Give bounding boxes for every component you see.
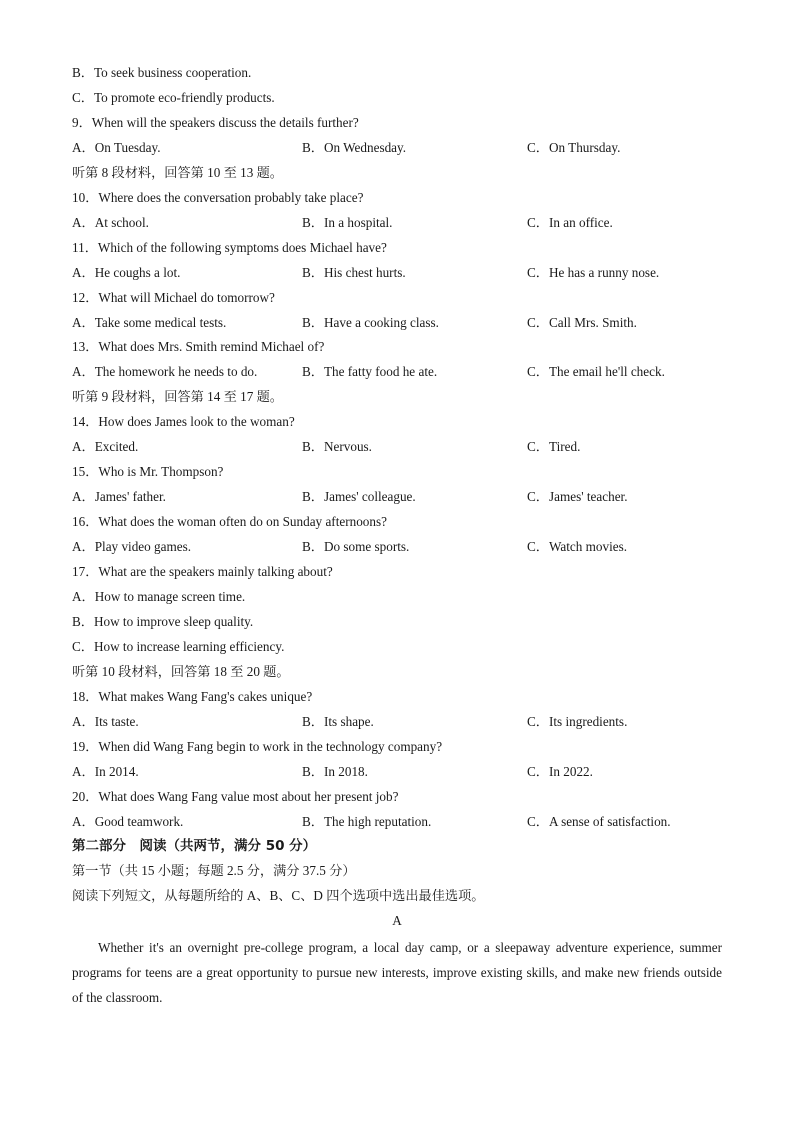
option-b: B．Nervous. [302, 439, 372, 455]
passage-paragraph: Whether it's an overnight pre-college program, a local day camp, or a sleepaway adventure experience, summer programs for teens are a great opportunity to pursue new interests, improve existing skills, and make new friends outside of the classroom. [72, 940, 722, 1005]
text-line: A．How to manage screen time. [72, 588, 246, 604]
passage-label: A [392, 913, 402, 929]
text-line: 10．Where does the conversation probably take place? [72, 189, 364, 205]
option-a: A．Play video games. [72, 539, 192, 555]
option-b: B．His chest hurts. [302, 264, 406, 280]
text-line: B．To seek business cooperation. [72, 65, 252, 80]
text-line: 阅读下列短文，从每题所给的 A、B、C、D 四个选项中选出最佳选项。 [72, 888, 485, 904]
section-heading: 第二部分 阅读（共两节，满分 50 分） [72, 838, 317, 855]
text-line: 15．Who is Mr. Thompson? [72, 464, 224, 480]
option-c: C．The email he'll check. [527, 364, 665, 380]
option-b: B．In 2018. [302, 763, 368, 779]
text-line: 13．What does Mrs. Smith remind Michael of? [72, 339, 325, 355]
text-line: 14．How does James look to the woman? [72, 414, 295, 430]
text-line: 20．What does Wang Fang value most about her present job? [72, 788, 399, 804]
option-a: A．James' father. [72, 489, 166, 505]
option-b: B．Have a cooking class. [302, 314, 439, 330]
option-a: A．Excited. [72, 439, 139, 455]
option-c: C．Call Mrs. Smith. [527, 314, 637, 330]
text-line: C．To promote eco-friendly products. [72, 89, 275, 105]
text-line: 听第 10 段材料，回答第 18 至 20 题。 [72, 663, 290, 679]
option-c: C．In 2022. [527, 763, 593, 779]
option-c: C．He has a runny nose. [527, 264, 660, 280]
option-b: B．The fatty food he ate. [302, 364, 438, 380]
option-b: B．Do some sports. [302, 539, 410, 555]
option-c: C．On Thursday. [527, 139, 621, 155]
text-line: 18．What makes Wang Fang's cakes unique? [72, 688, 313, 704]
text-line: 12．What will Michael do tomorrow? [72, 289, 275, 305]
option-a: A．Take some medical tests. [72, 314, 227, 330]
text-line: 听第 8 段材料，回答第 10 至 13 题。 [72, 164, 283, 180]
option-a: A．The homework he needs to do. [72, 364, 258, 380]
option-a: A．He coughs a lot. [72, 264, 181, 280]
option-c: C．James' teacher. [527, 489, 628, 505]
option-b: B．Its shape. [302, 713, 374, 729]
text-line: 听第 9 段材料，回答第 14 至 17 题。 [72, 389, 283, 405]
option-c: C．Watch movies. [527, 539, 628, 555]
option-c: C．Its ingredients. [527, 713, 628, 729]
text-line: 16．What does the woman often do on Sunday afternoons? [72, 514, 387, 530]
text-line: 17．What are the speakers mainly talking about? [72, 564, 333, 579]
option-b: B．In a hospital. [302, 214, 393, 230]
text-line: 9．When will the speakers discuss the details further? [72, 114, 359, 130]
option-c: C．Tired. [527, 439, 581, 455]
text-line: 第一节（共 15 小题；每题 2.5 分，满分 37.5 分） [72, 863, 356, 879]
text-line: C．How to increase learning efficiency. [72, 638, 285, 654]
option-c: C．In an office. [527, 214, 613, 230]
option-b: B．On Wednesday. [302, 139, 407, 155]
option-c: C．A sense of satisfaction. [527, 813, 671, 829]
option-b: B．The high reputation. [302, 813, 432, 829]
option-a: A．Its taste. [72, 713, 139, 729]
text-line: B．How to improve sleep quality. [72, 613, 254, 629]
text-line: 19．When did Wang Fang begin to work in the technology company? [72, 738, 443, 754]
option-b: B．James' colleague. [302, 489, 416, 505]
option-a: A．Good teamwork. [72, 813, 184, 829]
option-a: A．On Tuesday. [72, 139, 161, 155]
option-a: A．In 2014. [72, 763, 139, 779]
option-a: A．At school. [72, 214, 149, 230]
text-line: 11．Which of the following symptoms does Michael have? [72, 239, 387, 255]
